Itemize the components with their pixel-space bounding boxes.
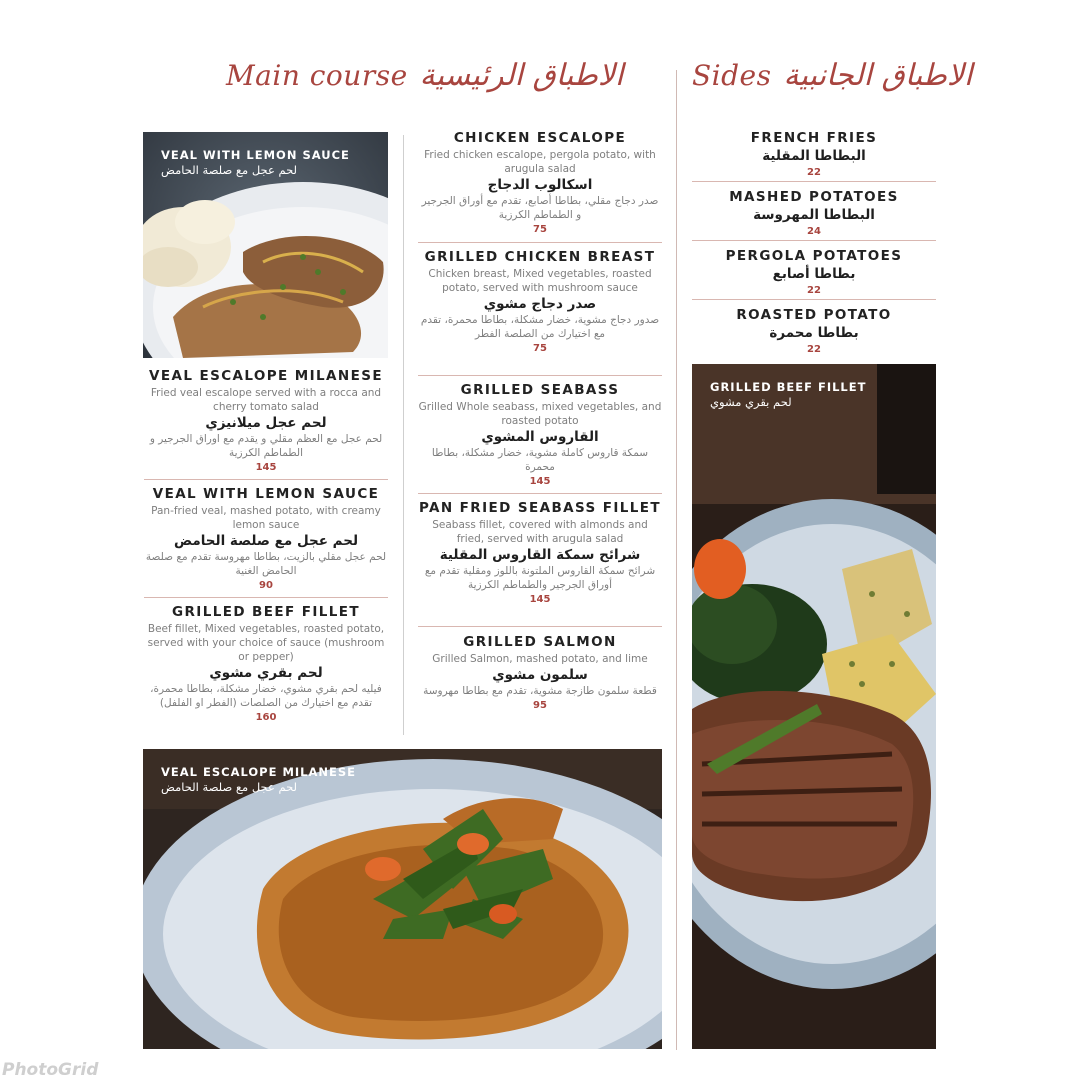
item-description: Chicken breast, Mixed vegetables, roasted potato, served with mushroom sauce xyxy=(428,268,652,294)
side-name: MASHED POTATOES xyxy=(729,189,899,205)
side-item-french-fries xyxy=(692,130,936,180)
item-separator xyxy=(144,479,388,480)
sides-heading xyxy=(692,50,972,100)
menu-item-grilled-salmon xyxy=(418,634,662,713)
side-price: 22 xyxy=(807,285,821,296)
main-course-heading-en: Main course xyxy=(226,58,408,92)
item-name: VEAL ESCALOPE MILANESE xyxy=(149,368,383,384)
item-description-ar: سمكة قاروس كاملة مشوية، خضار مشكلة، بطاطا محمرة xyxy=(431,447,649,473)
item-description: Pan-fried veal, mashed potato, with creamy lemon sauce xyxy=(151,505,381,531)
item-description-ar: فيليه لحم بقري مشوي، خضار مشكلة، بطاطا محمرة، تقدم مع اختيارك من الصلصات (الفطر او الفلفل) xyxy=(150,683,382,709)
item-name-ar: اسكالوب الدجاج xyxy=(487,177,593,193)
item-separator xyxy=(692,240,936,241)
item-description-ar: لحم عجل مع العظم مقلي و يقدم مع اوراق الجرجير و الطماطم الكرزية xyxy=(149,433,383,459)
item-description: Fried veal escalope served with a rocca and cherry tomato salad xyxy=(150,387,382,413)
item-name: GRILLED BEEF FILLET xyxy=(172,604,360,620)
item-separator xyxy=(692,299,936,300)
side-name: PERGOLA POTATOES xyxy=(725,248,903,264)
item-description: Grilled Whole seabass, mixed vegetables, and roasted potato xyxy=(418,401,662,427)
beef-fillet-caption-title: GRILLED BEEF FILLET xyxy=(710,380,867,394)
menu-item-grilled-chicken-breast xyxy=(418,249,662,356)
item-description: Grilled Salmon, mashed potato, and lime xyxy=(432,653,648,665)
veal-milanese-caption-ar: لحم عجل مع صلصة الحامض xyxy=(161,780,298,794)
beef-fillet-caption-ar: لحم بقري مشوي xyxy=(710,395,792,409)
item-name: PAN FRIED SEABASS FILLET xyxy=(418,500,662,516)
item-description: Beef fillet, Mixed vegetables, roasted potato, served with your choice of sauce (mushroom or pepper) xyxy=(147,623,385,663)
item-name-ar: لحم عجل مع صلصة الحامض xyxy=(173,533,359,549)
item-description-ar: لحم عجل مقلي بالزيت، بطاطا مهروسة تقدم مع صلصة الحامض الغنية xyxy=(145,551,387,577)
menu-item-chicken-escalope xyxy=(418,130,662,237)
item-name: VEAL WITH LEMON SAUCE xyxy=(152,486,380,502)
beef-fillet-caption xyxy=(710,380,866,410)
veal-milanese-caption-title: VEAL ESCALOPE MILANESE xyxy=(161,765,357,779)
item-price: 145 xyxy=(529,476,551,487)
item-price: 75 xyxy=(533,224,547,235)
sides-heading-en: Sides xyxy=(692,58,772,92)
photogrid-watermark: PhotoGrid xyxy=(2,1060,99,1080)
item-description-ar: صدور دجاج مشوية، خضار مشكلة، بطاطا محمرة، تقدم مع اختيارك من الصلصة الفطر xyxy=(420,314,660,340)
sides-heading-ar: الاطباق الجانبية xyxy=(783,57,973,93)
item-name-ar: لحم عجل ميلانيزي xyxy=(205,415,327,431)
side-name-ar: البطاطا المهروسة xyxy=(753,207,875,223)
veal-milanese-caption xyxy=(161,765,356,795)
item-name: GRILLED SEABASS xyxy=(460,382,620,398)
menu-item-pan-fried-seabass-fillet xyxy=(418,500,662,607)
side-price: 22 xyxy=(807,344,821,355)
item-separator xyxy=(692,181,936,182)
side-name-ar: بطاطا محمرة xyxy=(769,325,859,341)
item-price: 145 xyxy=(255,462,277,473)
side-name: FRENCH FRIES xyxy=(750,130,878,146)
menu-item-grilled-beef-fillet xyxy=(144,604,388,725)
veal-lemon-caption-title: VEAL WITH LEMON SAUCE xyxy=(161,148,350,162)
side-name-ar: البطاطا المقلية xyxy=(762,148,866,164)
item-name-ar: شرائح سمكة القاروس المقلية xyxy=(439,547,641,563)
item-separator xyxy=(418,626,662,627)
side-price: 24 xyxy=(807,226,821,237)
veal-milanese-photo xyxy=(143,749,662,1049)
beef-fillet-photo xyxy=(692,364,936,1049)
side-name: ROASTED POTATO xyxy=(736,307,892,323)
main-course-heading xyxy=(226,50,623,100)
item-name: CHICKEN ESCALOPE xyxy=(453,130,627,146)
item-price: 160 xyxy=(255,712,277,723)
item-price: 95 xyxy=(533,700,547,711)
item-name-ar: سلمون مشوي xyxy=(492,667,588,683)
side-price: 22 xyxy=(807,167,821,178)
item-description-ar: صدر دجاج مقلي، بطاطا أصابع، تقدم مع أوراق الجرجير و الطماطم الكرزية xyxy=(421,195,659,221)
item-name: GRILLED SALMON xyxy=(463,634,617,650)
veal-lemon-caption xyxy=(161,148,350,178)
item-name: GRILLED CHICKEN BREAST xyxy=(424,249,656,265)
item-price: 90 xyxy=(259,580,273,591)
item-separator xyxy=(418,242,662,243)
item-separator xyxy=(144,597,388,598)
item-description-ar: شرائح سمكة القاروس الملتونة باللوز ومقلية تقدم مع أوراق الجرجير والطماطم الكرزية xyxy=(424,565,656,591)
side-name-ar: بطاطا أصابع xyxy=(772,266,856,282)
menu-item-veal-escalope-milanese xyxy=(144,368,388,475)
item-description-ar: قطعة سلمون طازجة مشوية، تقدم مع بطاطا مهروسة xyxy=(423,685,657,697)
menu-item-grilled-seabass xyxy=(418,382,662,489)
side-item-mashed-potatoes xyxy=(692,189,936,239)
section-divider xyxy=(676,70,677,1050)
item-name-ar: صدر دجاج مشوي xyxy=(483,296,597,312)
veal-lemon-caption-ar: لحم عجل مع صلصة الحامض xyxy=(161,163,298,177)
menu-item-veal-lemon-sauce xyxy=(144,486,388,593)
item-description: Fried chicken escalope, pergola potato, with arugula salad xyxy=(424,149,656,175)
item-name-ar: لحم بقري مشوي xyxy=(209,665,323,681)
item-separator xyxy=(418,375,662,376)
main-course-heading-ar: الاطباق الرئيسية xyxy=(419,57,624,93)
item-price: 75 xyxy=(533,343,547,354)
side-item-roasted-potato xyxy=(692,307,936,357)
column-divider xyxy=(403,135,404,735)
item-description: Seabass fillet, covered with almonds and fried, served with arugula salad xyxy=(432,519,648,545)
item-price: 145 xyxy=(529,594,551,605)
item-name-ar: القاروس المشوي xyxy=(481,429,599,445)
side-item-pergola-potatoes xyxy=(692,248,936,298)
veal-lemon-photo xyxy=(143,132,388,358)
item-separator xyxy=(418,493,662,494)
